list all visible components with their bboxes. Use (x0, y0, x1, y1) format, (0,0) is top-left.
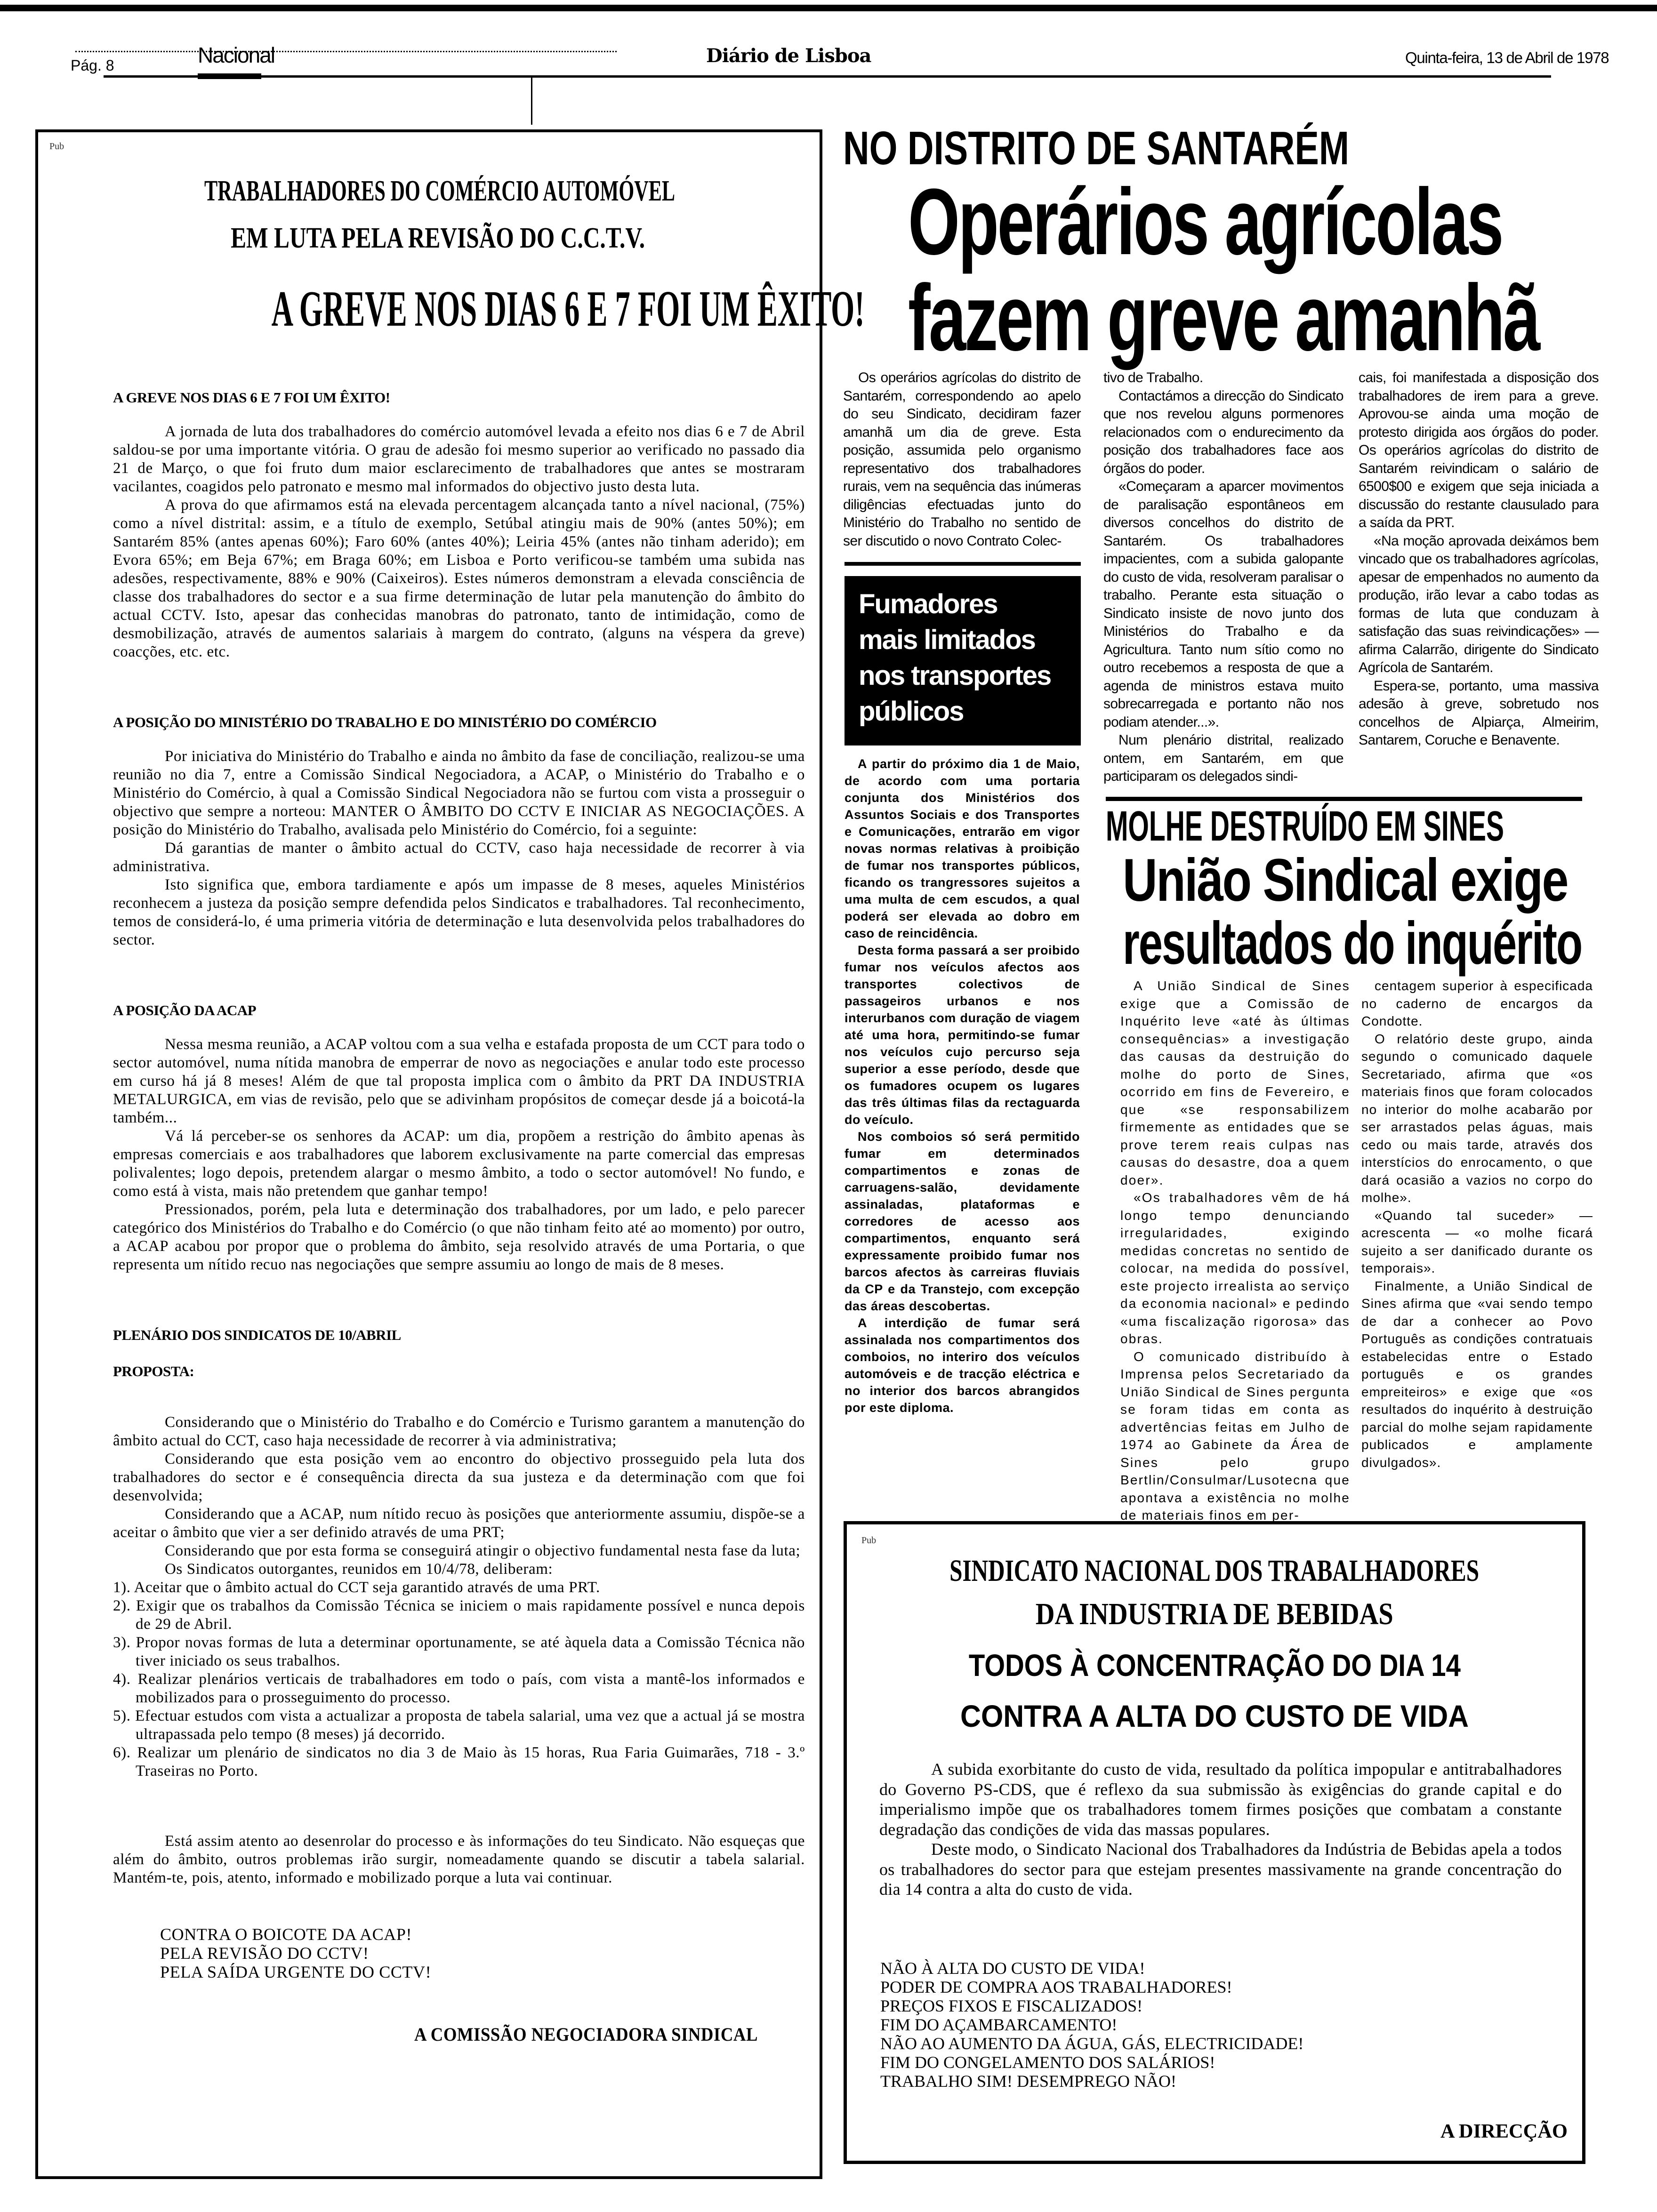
paragraph: Considerando que o Ministério do Trabalho e do Comércio e Turismo garantem a manutenção do âmbito actual do CCT, caso haja necessidade de recorrer à via administrativa; (113, 1414, 805, 1449)
paragraph: Considerando que por esta forma se conseguirá atingir o objectivo fundamental nesta fase da luta; (165, 1542, 801, 1559)
page-number: Pág. 8 (71, 57, 114, 74)
smokers-headline-line: Fumadores (859, 589, 997, 619)
resolution-item: 2). Exigir que os trabalhos da Comissão Técnica se iniciem o mais rapidamente possível e nunca depois de 29 de Abril. (113, 1597, 805, 1633)
paragraph: Desta forma passará a ser proibido fumar nos veículos afectos aos transportes colectivos de passageiros urbanos e nos interurbanos com duração de viagem até uma hora, permitindo-se fumar nos veículos cujo percurso seja superior a esse período, desde que os fumadores ocupem os lugares das três últimas filas da rectaguarda do veículo. (845, 943, 1080, 1127)
santarem-column-2 (1103, 369, 1343, 786)
paragraph: tivo de Trabalho. (1103, 370, 1203, 385)
ad-signature: A DIRECÇÃO (1440, 2121, 1568, 2142)
ad-subtitle: EM LUTA PELA REVISÃO DO C.C.T.V. (230, 222, 645, 254)
paragraph: Deste modo, o Sindicato Nacional dos Trabalhadores da Indústria de Bebidas apela a todos os trabalhadores do sector para que estejam presentes massivamente na grande concentração do dia 14 contra a alta do custo de vida. (879, 1840, 1562, 1899)
ad-body (879, 1759, 1562, 1899)
paragraph: Considerando que esta posição vem ao encontro do objectivo prosseguido pela luta dos trabalhadores do sector e é consequência directa da sua justeza e da determinação com que foi desenvolvida; (113, 1451, 805, 1504)
pub-label: Pub (49, 141, 64, 152)
slogan: TRABALHO SIM! DESEMPREGO NÃO! (880, 2072, 1177, 2091)
paragraph: A jornada de luta dos trabalhadores do comércio automóvel levada a efeito nos dias 6 e 7 de Abril saldou-se por uma importante vitória. O grau de adesão foi mesmo superior ao verificado no passado dia 21 de Março, o que foi fruto dum maior esclarecimento de trabalhadores que antes se mostraram vacilantes, coagidos pelo patronato e mesmo mal informados do objectivo justo desta luta. (113, 423, 805, 495)
slogan: PODER DE COMPRA AOS TRABALHADORES! (880, 1978, 1232, 1996)
smokers-body (845, 755, 1080, 1416)
paragraph: O comunicado distribuído à Imprensa pelos Secretariado da União Sindical de Sines pergunta se foram tidas em conta as advertências feitas em Julho de 1974 ao Gabinete da Área de Sines pelo grupo Bertlin/Consulmar/Lusotecna que apontava a existência no molhe de materiais finos em per- (1120, 1349, 1350, 1523)
resolution-item: 6). Realizar um plenário de sindicatos no dia 3 de Maio às 15 horas, Rua Faria Guimarães, 718 - 3.º Traseiras no Porto. (113, 1744, 805, 1779)
section-rule (1106, 797, 1582, 801)
section-rule (845, 562, 1081, 566)
ad-title: TRABALHADORES DO COMÉRCIO AUTOMÓVEL (204, 175, 676, 207)
paragraph: Finalmente, a União Sindical de Sines afirma que «vai sendo tempo de dar a conhecer ao Povo Português as condições contratuais estabelecidas entre o Estado português e os grandes empreiteiros» e exige que «os resultados do inquérito à destruição parcial do molhe sejam rapidamente publicados e amplamente divulgados». (1361, 1278, 1593, 1470)
issue-date: Quinta-feira, 13 de Abril de 1978 (1405, 49, 1609, 66)
header-dotted-leader (75, 51, 617, 52)
smokers-headline-box (845, 576, 1081, 745)
slogan: NÃO À ALTA DO CUSTO DE VIDA! (880, 1959, 1145, 1978)
article-headline-line2: fazem greve amanhã (908, 265, 1539, 370)
paragraph: A interdição de fumar será assinalada nos compartimentos dos comboios, no interiro dos veículos automóveis e de tracção eléctrica e no interior dos barcos abrangidos por este diploma. (845, 1316, 1080, 1415)
ad-section-ministries (113, 713, 805, 949)
ad-section-strike-success (113, 388, 805, 661)
ad-headline: A GREVE NOS DIAS 6 E 7 FOI UM ÊXITO! (271, 281, 865, 337)
ad-subtitle: DA INDUSTRIA DE BEBIDAS (1035, 1597, 1393, 1631)
closing-paragraph: Está assim atento ao desenrolar do processo e às informações do teu Sindicato. Não esqueças que além do âmbito, outros problemas irão surgir, nomeadamente quando se discutir a tabela salarial. Mantém-te, pois, atento, informado e mobilizado porque a luta vai continuar. (113, 1833, 805, 1886)
ad-section-plenary (113, 1326, 805, 1780)
ad-call-line2: CONTRA A ALTA DO CUSTO DE VIDA (960, 1699, 1469, 1733)
paragraph: Vá lá perceber-se os senhores da ACAP: um dia, propõem a restrição do âmbito apenas às empresas comerciais e aos trabalhadores que laborem exclusivamente na parte comercial das empresas polivalentes; logo depois, pretendem alargar o mesmo âmbito, a todo o sector automóvel! No fundo, e como está à vista, mais não pretendem que ganhar tempo! (113, 1128, 805, 1200)
smokers-headline-line: públicos (859, 696, 964, 727)
ad-title: SINDICATO NACIONAL DOS TRABALHADORES (949, 1554, 1480, 1588)
paragraph: Por iniciativa do Ministério do Trabalho e ainda no âmbito da fase de conciliação, realizou-se uma reunião no dia 7, entre a Comissão Sindical Negociadora, a ACAP, o Ministério do Trabalho e o Ministério do Comércio, à qual a Comissão Sindical Negociadora não se furtou com vista a prosseguir o objectivo que sempre a norteou: MANTER O ÂMBITO DO CCTV E INICIAR AS NEGOCIAÇÕES. A posição do Ministério do Trabalho, avalisada pelo Ministério do Comércio, foi a seguinte: (113, 748, 805, 838)
ad-slogans (880, 1959, 1303, 2091)
resolution-item: 5). Efectuar estudos com vista a actualizar a proposta de tabela salarial, uma vez que a actual já se mostra ultrapassada pelo tempo (8 meses) já decorrido. (113, 1707, 805, 1743)
ad-slogans (160, 1925, 805, 1981)
slogan: FIM DO CONGELAMENTO DOS SALÁRIOS! (880, 2053, 1215, 2072)
resolution-item: 4). Realizar plenários verticais de trabalhadores em todo o país, com vista a mantê-los informados e mobilizados para o prosseguimento do processo. (113, 1671, 805, 1706)
resolution-item: 1). Aceitar que o âmbito actual do CCT seja garantido através de uma PRT. (113, 1579, 600, 1596)
paragraph: O relatório deste grupo, ainda segundo o comunicado daquele Secretariado, afirma que «os materiais finos que foram colocados no interior do molhe acabarão por ser arrastados pelas águas, mais cedo ou mais tarde, através dos interstícios do enrocamento, o que dará ocasião a vazios no corpo do molhe». (1361, 1031, 1593, 1205)
ad-call-line1: TODOS À CONCENTRAÇÃO DO DIA 14 (968, 1648, 1461, 1683)
paragraph: «Começaram a aparcer movimentos de paralisação espontâneos em diversos concelhos do distrito de Santarém. Os trabalhadores impacientes, com a subida galopante do custo de vida, resolveram paralisar o trabalho. Perante esta situação o Sindicato insiste de novo junto dos Ministérios do Trabalho e da Agricultura. Tanto num sítio como no outro recebemos a resposta de que a agenda de ministros estava muito sobrecarregada e portanto não nos podiam atender...». (1103, 479, 1343, 730)
slogan: PELA SAÍDA URGENTE DO CCTV! (160, 1963, 432, 1981)
slogan: CONTRA O BOICOTE DA ACAP! (160, 1925, 412, 1944)
scan-edge-band (0, 5, 1657, 11)
header-rule (104, 75, 1551, 78)
paragraph: «Quando tal suceder» — acrescenta — «o molhe ficará sujeito a ser danificado durante os temporais». (1361, 1208, 1593, 1275)
paragraph: Num plenário distrital, realizado ontem, em Santarém, em que participaram os delegados sindi- (1103, 732, 1343, 784)
section-heading: A GREVE NOS DIAS 6 E 7 FOI UM ÊXITO! (113, 389, 390, 406)
paragraph: Nessa mesma reunião, a ACAP voltou com a sua velha e estafada proposta de um CCT para todo o sector automóvel, numa nítida manobra de emperrar de novo as negociações e anular todo este processo em curso há já 8 meses! Além de que tal proposta implica com o âmbito da PRT DA INDUSTRIA METALURGICA, em vias de revisão, pelo que se adivinham propósitos de começar desde já a boicotá-la também... (113, 1036, 805, 1126)
paragraph: centagem superior à especificada no caderno de encargos da Condotte. (1361, 978, 1593, 1028)
sines-kicker: MOLHE DESTRUÍDO EM SINES (1106, 803, 1504, 850)
sines-headline-line2: resultados do inquérito (1123, 910, 1582, 977)
header-divider (531, 78, 532, 125)
paragraph: Os operários agrícolas do distrito de Santarém, correspondendo ao apelo do seu Sindicato, decidiram fazer amanhã um dia de greve. Esta posição, assumida pelo organismo representativo dos trabalhadores rurais, vem na sequência das inúmeras diligências efectuadas junto do Ministério do Trabalho no sentido de ser discutido o novo Contrato Colec- (843, 370, 1081, 549)
paragraph: A partir do próximo dia 1 de Maio, de acordo com uma portaria conjunta dos Ministérios dos Assuntos Sociais e dos Transportes e Comunicações, entrarão em vigor novas normas relativas à proibição de fumar nos transportes públicos, ficando os trangressores sujeitos a uma multa de cem escudos, a qual poderá ser elevada ao dobro em caso de reincidência. (845, 757, 1080, 940)
resolution-item: 3). Propor novas formas de luta a determinar oportunamente, se até àquela data a Comissão Técnica não tiver iniciado os seus trabalhos. (113, 1634, 805, 1669)
section-heading: PLENÁRIO DOS SINDICATOS DE 10/ABRIL (113, 1327, 401, 1343)
pub-label: Pub (861, 1535, 877, 1546)
slogan: FIM DO AÇAMBARCAMENTO! (880, 2015, 1118, 2034)
paragraph: Nos comboios só será permitido fumar em determinados compartimentos e zonas de carruagens-salão, devidamente assinaladas, plataformas e corredores de acesso aos compartimentos, enquanto será expressamente proibido fumar nos barcos afectos às carreiras fluviais da CP e da Transtejo, com excepção das áreas descobertas. (845, 1130, 1080, 1313)
paragraph: «Os trabalhadores vêm de há longo tempo denunciando irregularidades, exigindo medidas concretas no sentido de colocar, na medida do possível, este projecto irrealista ao serviço da economia nacional» e pedindo «uma fiscalização rigorosa» das obras. (1120, 1190, 1350, 1346)
paragraph: A subida exorbitante do custo de vida, resultado da política impopular e antitrabalhadores do Governo PS-CDS, que é reflexo da sua submissão às exigências do grande capital e do imperialismo impõe que os trabalhadores tomem firmes posições que combatam a constante degradação das condições de vida das massas populares. (879, 1760, 1562, 1839)
paragraph: Espera-se, portanto, uma massiva adesão à greve, sobretudo nos concelhos de Alpiarça, Almeirim, Santarem, Coruche e Benavente. (1359, 678, 1599, 748)
paragraph: Pressionados, porém, pela luta e determinação dos trabalhadores, por um lado, e pelo parecer categórico dos Ministérios do Trabalho e do Comércio (o que não tinham feito até ao momento) por outro, a ACAP acabou por propor que o problema do âmbito, seja resolvido através de uma Portaria, o que representa um nítido recuo nas negociações que sempre assumiu ao longo de mais de 8 meses. (113, 1201, 805, 1273)
paragraph: A União Sindical de Sines exige que a Comissão de Inquérito leve «até às últimas consequências» a investigação das causas da destruição do molhe do porto de Sines, ocorrido em fins de Fevereiro, e que «se responsabilizem firmemente as entidades que se prove terem reais culpas nas causas do desastre, doa a quem doer». (1120, 978, 1350, 1187)
paragraph: Os Sindicatos outorgantes, reunidos em 10/4/78, deliberam: (165, 1561, 553, 1578)
article-kicker: NO DISTRITO DE SANTARÉM (843, 122, 1349, 175)
paragraph: A prova do que afirmamos está na elevada percentagem alcançada tanto a nível nacional, (75%) como a nível distrital: assim, e a título de exemplo, Setúbal atingiu mais de 90% (antes 50%); em Santarém 85% (antes apenas 60%); Faro 60% (antes 40%); Leiria 45% (antes não tinham aderido); em Evora 65%; em Beja 67%; em Braga 60%; em Lisboa e Porto verificou-se também uma subida nas adesões, respectivamente, 88% e 90% (Caixeiros). Estes números demonstram a elevada consciência de classe dos trabalhadores do sector e a sua firme determinação de lutar pela manutenção do âmbito do actual CCTV. Isto, apesar das conhecidas manobras do patronato, tanto de intimidação, como de desmobilização, através de aumentos salariais à margem do contrato, (alguns na véspera da greve) coacções, etc. etc. (113, 497, 805, 660)
slogan: PELA REVISÃO DO CCTV! (160, 1944, 369, 1963)
paragraph: Dá garantias de manter o âmbito actual do CCTV, caso haja necessidade de recorrer à via administrativa. (113, 840, 805, 875)
article-headline-line1: Operários agrícolas (908, 169, 1502, 274)
sines-column-2 (1361, 977, 1593, 1471)
masthead: Diário de Lisboa (706, 45, 871, 67)
smokers-headline-line: mais limitados (859, 625, 1035, 655)
section-name: Nacional (198, 43, 274, 67)
slogan: NÃO AO AUMENTO DA ÁGUA, GÁS, ELECTRICIDADE! (880, 2034, 1304, 2053)
ad-section-acap (113, 1001, 805, 1274)
ad-closing (113, 1832, 805, 1887)
santarem-column-3 (1359, 369, 1599, 750)
slogan: PREÇOS FIXOS E FISCALIZADOS! (880, 1996, 1143, 2015)
section-marker (198, 73, 261, 79)
paragraph: Considerando que a ACAP, num nítido recuo às posições que anteriormente assumiu, dispõe-se a aceitar o âmbito que vier a ser definido através de uma PRT; (113, 1506, 805, 1541)
paragraph: Contactámos a direcção do Sindicato que nos revelou alguns pormenores relacionados com o endurecimento da posição dos trabalhadores face aos órgãos do poder. (1103, 388, 1343, 476)
section-subheading: PROPOSTA: (113, 1363, 194, 1379)
section-heading: A POSIÇÃO DA ACAP (113, 1002, 257, 1018)
paragraph: «Na moção aprovada deixámos bem vincado que os trabalhadores agrícolas, apesar de empenhados no aumento da produção, irão levar a cabo todas as formas de luta que conduzam à satisfação das suas reivindicações» — afirma Calarrão, dirigente do Sindicato Agrícola de Santarém. (1359, 533, 1599, 675)
ad-text-flow (113, 388, 805, 2045)
paragraph: cais, foi manifestada a disposição dos trabalhadores de irem para a greve. Aprovou-se ainda uma moção de protesto dirigida aos órgãos do poder. Os operários agrícolas do distrito de Santarém reivindicam o salário de 6500$00 e exigem que seja iniciada a discussão do restante clausulado para a saída da PRT. (1359, 370, 1599, 530)
sines-headline-line1: União Sindical exige (1123, 847, 1568, 914)
santarem-column-1 (843, 369, 1081, 550)
ad-signature: A COMISSÃO NEGOCIADORA SINDICAL (414, 2024, 758, 2045)
section-heading: A POSIÇÃO DO MINISTÉRIO DO TRABALHO E DO MINISTÉRIO DO COMÉRCIO (113, 714, 657, 730)
paragraph: Isto significa que, embora tardiamente e após um impasse de 8 meses, aqueles Ministérios reconhecem a justeza da posição sempre defendida pelos Sindicatos e trabalhadores. Tal reconhecimento, temos de considerá-lo, é uma primeria vitória de determinação e luta desenvolvida pelos trabalhadores do sector. (113, 876, 805, 948)
sines-column-1 (1120, 977, 1350, 1524)
smokers-headline-line: nos transportes (859, 660, 1051, 691)
